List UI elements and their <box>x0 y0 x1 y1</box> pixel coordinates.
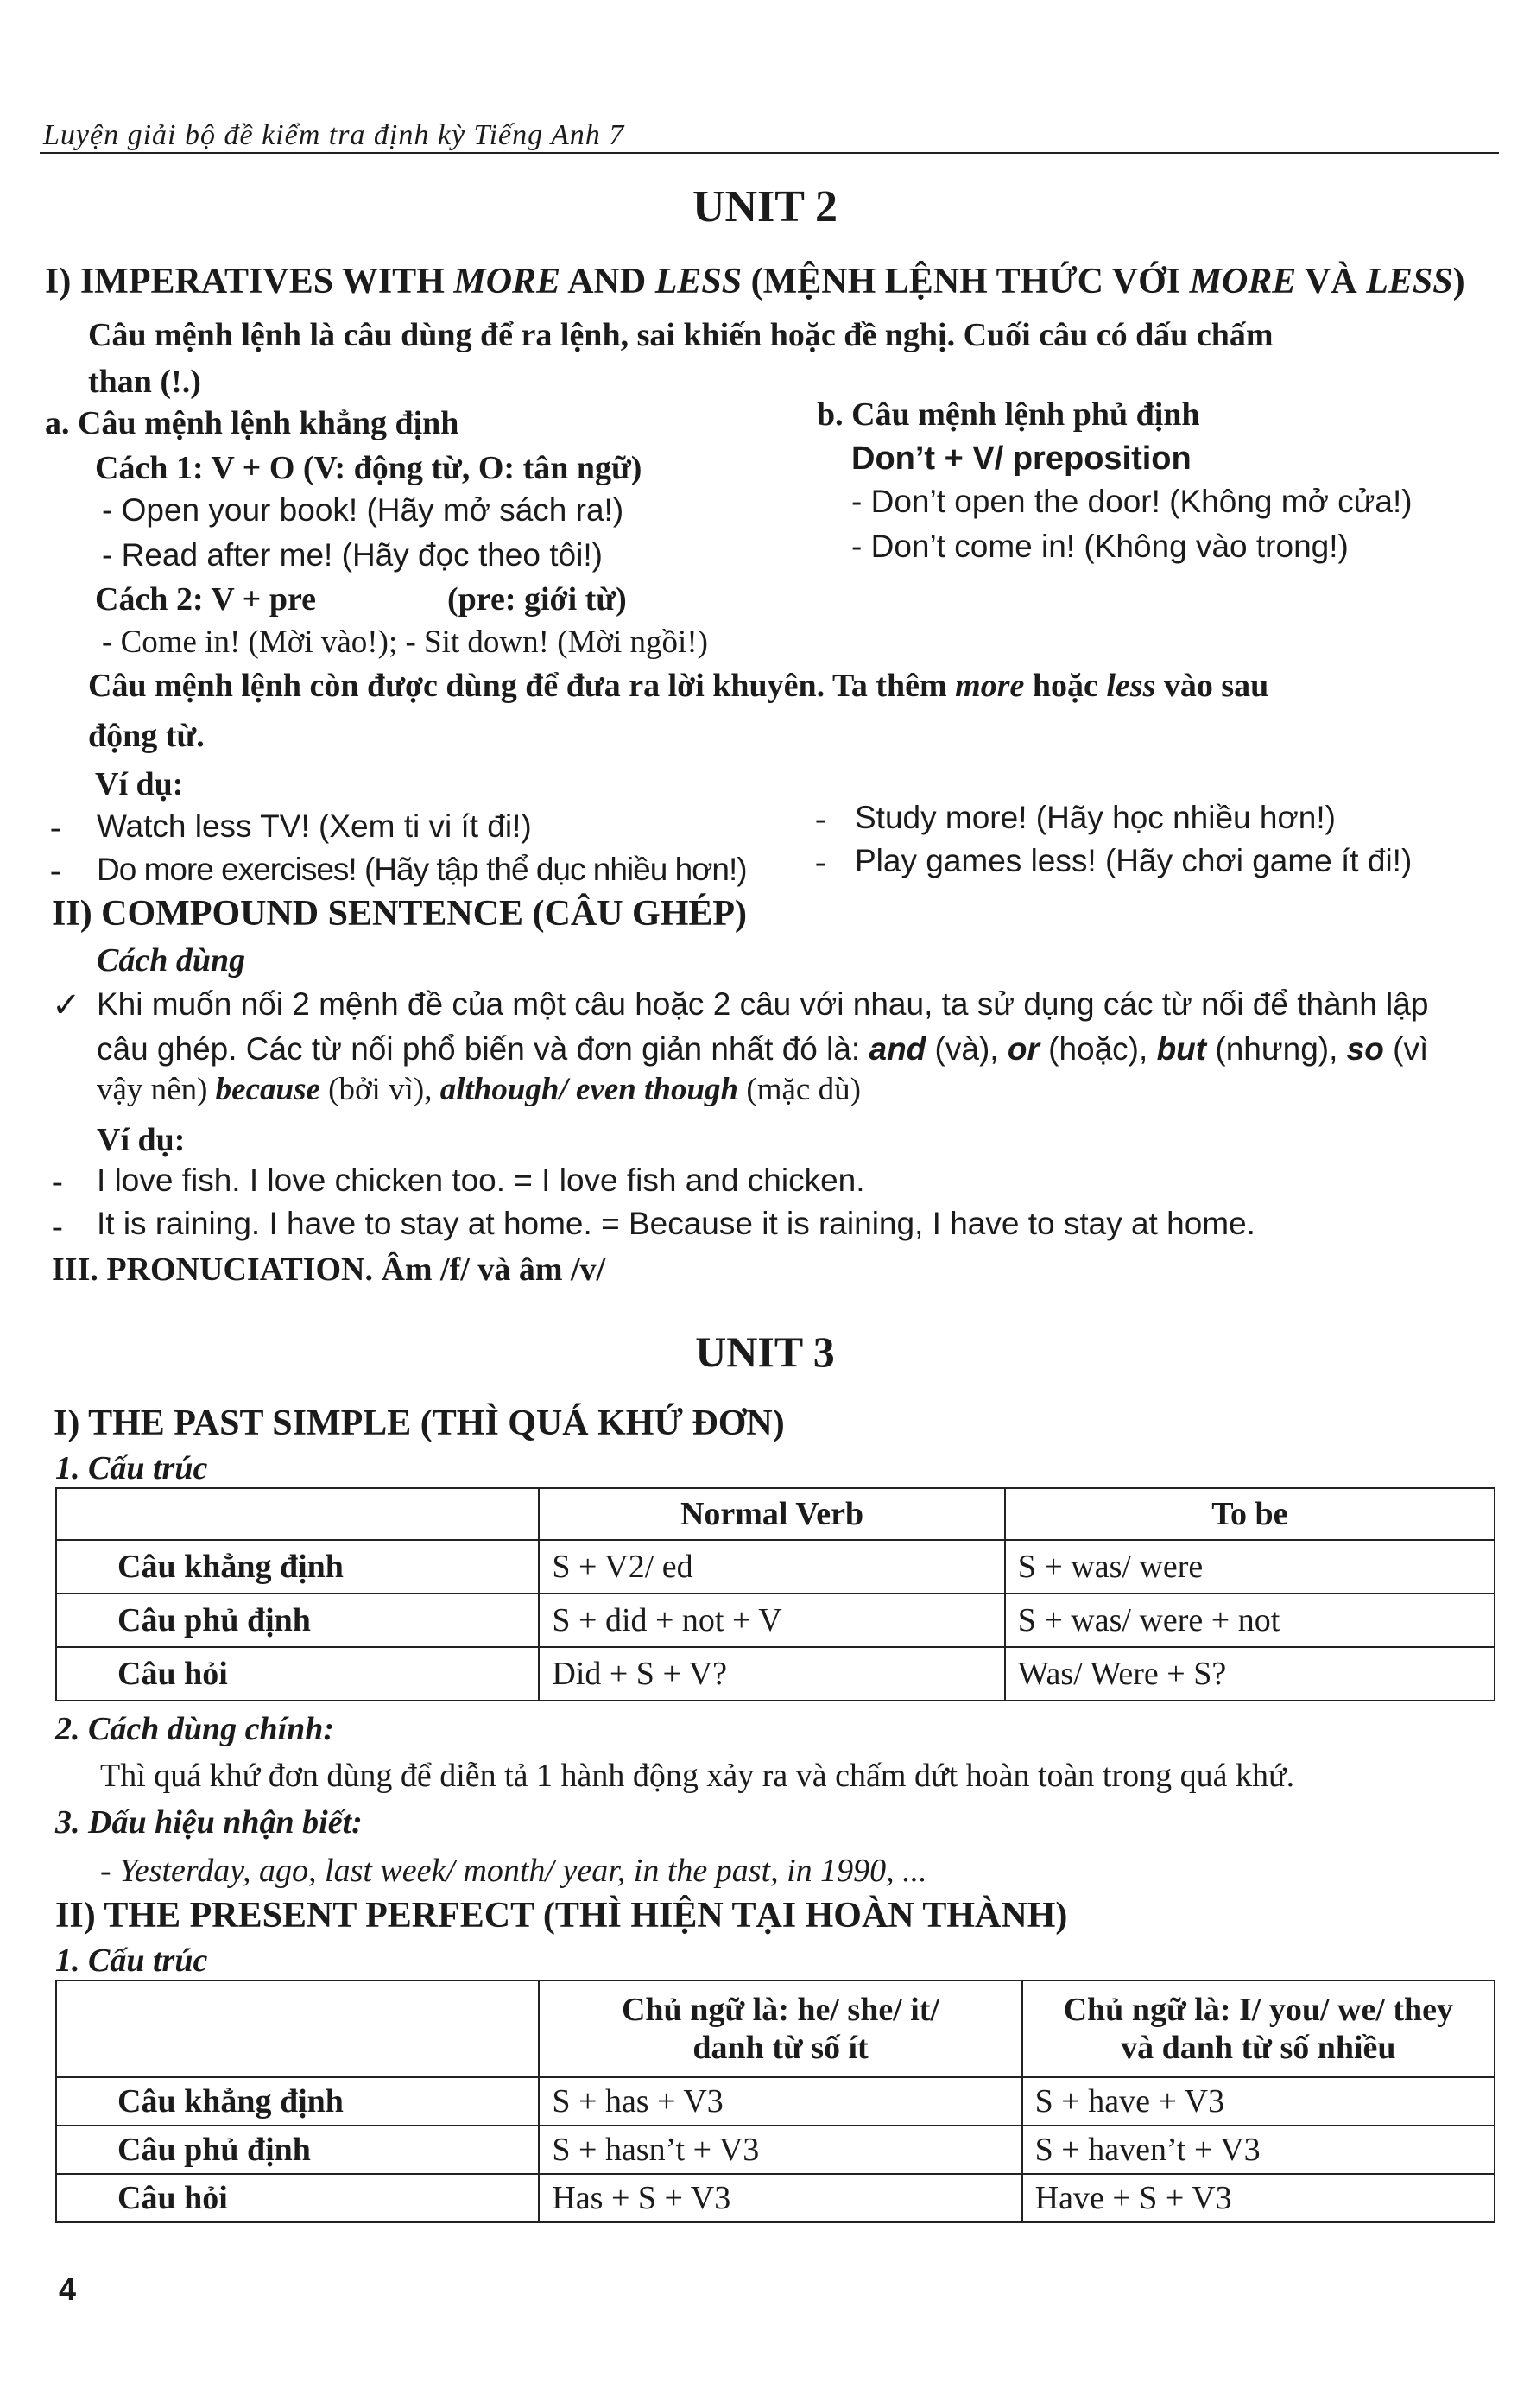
table-cell: Was/ Were + S? <box>1005 1647 1495 1701</box>
example-right-1: Study more! (Hãy học nhiều hơn!) <box>855 800 1336 835</box>
table-header-to-be: To be <box>1005 1488 1495 1540</box>
present-perfect-structure-label: 1. Cấu trúc <box>55 1942 208 1979</box>
dash: - <box>815 801 826 837</box>
table-row <box>56 2077 1495 2126</box>
header-line: và danh từ số nhiều <box>1121 2030 1396 2066</box>
table-cell <box>56 1488 539 1540</box>
affirmative-example-2: - Read after me! (Hãy đọc theo tôi!) <box>102 537 603 573</box>
past-simple-structure-label: 1. Cấu trúc <box>55 1450 208 1486</box>
row-label: Câu khẳng định <box>56 2077 539 2126</box>
signs-text: - Yesterday, ago, last week/ month/ year, in the past, in 1990, ... <box>100 1853 927 1889</box>
example-right-2: Play games less! (Hãy chơi game ít đi!) <box>855 843 1413 878</box>
unit3-s2-heading: II) THE PRESENT PERFECT (THÌ HIỆN TẠI HOÀN THÀNH) <box>55 1896 1068 1936</box>
table-row <box>56 1540 1495 1594</box>
dash: - <box>52 1208 63 1245</box>
dash: - <box>52 1163 63 1200</box>
compound-line3: vậy nên) because (bởi vì), although/ even though (mặc dù) <box>97 1072 861 1107</box>
table-header-row <box>56 1488 1495 1540</box>
table-cell <box>56 1980 539 2077</box>
unit2-intro-line1: Câu mệnh lệnh là câu dùng để ra lệnh, sai khiến hoặc đề nghị. Cuối câu có dấu chấm <box>88 317 1274 353</box>
header-line: Chủ ngữ là: I/ you/ we/ they <box>1063 1992 1454 2028</box>
dash: - <box>50 852 61 889</box>
compound-example-2: It is raining. I have to stay at home. = Because it is raining, I have to stay at home. <box>97 1206 1255 1241</box>
negative-form: Don’t + V/ preposition <box>851 440 1192 477</box>
affirmative-title: a. Câu mệnh lệnh khẳng định <box>45 405 459 441</box>
unit2-s2-heading: II) COMPOUND SENTENCE (CÂU GHÉP) <box>52 894 748 934</box>
row-label: Câu phủ định <box>56 1594 539 1647</box>
affirmative-example-3: - Come in! (Mời vào!); - Sit down! (Mời ngồi!) <box>102 624 708 660</box>
affirmative-way2: Cách 2: V + pre <box>95 581 316 618</box>
table-header-plural <box>1022 1980 1495 2077</box>
table-cell: S + hasn’t + V3 <box>539 2126 1021 2174</box>
example-label: Ví dụ: <box>95 766 184 802</box>
usage-label: Cách dùng <box>97 942 246 979</box>
row-label: Câu phủ định <box>56 2126 539 2174</box>
affirmative-example-1: - Open your book! (Hãy mở sách ra!) <box>102 492 624 528</box>
unit2-s1-heading: I) IMPERATIVES WITH MORE AND LESS (MỆNH LỆNH THỨC VỚI MORE VÀ LESS) <box>45 262 1465 301</box>
signs-title: 3. Dấu hiệu nhận biết: <box>55 1804 363 1841</box>
row-label: Câu hỏi <box>56 2174 539 2222</box>
unit2-s3-heading: III. PRONUCIATION. Âm /f/ và âm /v/ <box>52 1252 606 1288</box>
usage-title: 2. Cách dùng chính: <box>55 1711 335 1747</box>
table-cell: S + haven’t + V3 <box>1022 2126 1495 2174</box>
table-cell: Have + S + V3 <box>1022 2174 1495 2222</box>
running-header: Luyện giải bộ đề kiểm tra định kỳ Tiếng Anh 7 <box>43 119 625 151</box>
table-header-singular <box>539 1980 1021 2077</box>
negative-title: b. Câu mệnh lệnh phủ định <box>817 396 1200 433</box>
example-left-2: Do more exercises! (Hãy tập thể dục nhiều hơn!) <box>97 852 747 887</box>
unit3-title: UNIT 3 <box>695 1328 835 1376</box>
advice-line2: động từ. <box>88 718 205 754</box>
header-line: danh từ số ít <box>692 2030 869 2066</box>
row-label: Câu hỏi <box>56 1647 539 1701</box>
negative-example-2: - Don’t come in! (Không vào trong!) <box>851 529 1349 564</box>
dash: - <box>50 809 61 846</box>
page-number: 4 <box>59 2272 77 2307</box>
table-cell: S + has + V3 <box>539 2077 1021 2126</box>
compound-example-1: I love fish. I love chicken too. = I love fish and chicken. <box>97 1163 865 1198</box>
table-header-row <box>56 1980 1495 2077</box>
affirmative-way1: Cách 1: V + O (V: động từ, O: tân ngữ) <box>95 450 642 486</box>
table-row <box>56 1594 1495 1647</box>
table-cell: S + was/ were <box>1005 1540 1495 1594</box>
table-row <box>56 2174 1495 2222</box>
past-simple-table <box>55 1487 1495 1701</box>
table-cell: S + was/ were + not <box>1005 1594 1495 1647</box>
check-icon: ✓ <box>52 985 81 1024</box>
header-line: Chủ ngữ là: he/ she/ it/ <box>621 1992 940 2028</box>
compound-line1: Khi muốn nối 2 mệnh đề của một câu hoặc 2 câu với nhau, ta sử dụng các từ nối để thành lập <box>97 986 1429 1022</box>
unit3-s1-heading: I) THE PAST SIMPLE (THÌ QUÁ KHỨ ĐƠN) <box>54 1404 785 1443</box>
table-row <box>56 2126 1495 2174</box>
table-row <box>56 1647 1495 1701</box>
table-cell: Did + S + V? <box>539 1647 1004 1701</box>
unit2-intro-line2: than (!.) <box>88 364 201 400</box>
table-header-normal-verb: Normal Verb <box>539 1488 1004 1540</box>
table-cell: Has + S + V3 <box>539 2174 1021 2222</box>
row-label: Câu khẳng định <box>56 1540 539 1594</box>
example-left-1: Watch less TV! (Xem ti vi ít đi!) <box>97 808 532 844</box>
compound-line2: câu ghép. Các từ nối phổ biến và đơn giản nhất đó là: and (và), or (hoặc), but (nhưng), so (vì <box>97 1031 1429 1067</box>
dash: - <box>815 844 826 880</box>
affirmative-way2-note: (pre: giới từ) <box>447 581 627 618</box>
advice-line1: Câu mệnh lệnh còn được dùng để đưa ra lời khuyên. Ta thêm more hoặc less vào sau <box>88 668 1269 704</box>
negative-example-1: - Don’t open the door! (Không mở cửa!) <box>851 484 1413 519</box>
compound-example-label: Ví dụ: <box>97 1122 186 1158</box>
present-perfect-table <box>55 1980 1495 2223</box>
unit2-title: UNIT 2 <box>692 182 838 231</box>
header-rule <box>40 152 1499 154</box>
table-cell: S + have + V3 <box>1022 2077 1495 2126</box>
table-cell: S + V2/ ed <box>539 1540 1004 1594</box>
table-cell: S + did + not + V <box>539 1594 1004 1647</box>
usage-text: Thì quá khứ đơn dùng để diễn tả 1 hành động xảy ra và chấm dứt hoàn toàn trong quá khứ. <box>100 1758 1295 1794</box>
